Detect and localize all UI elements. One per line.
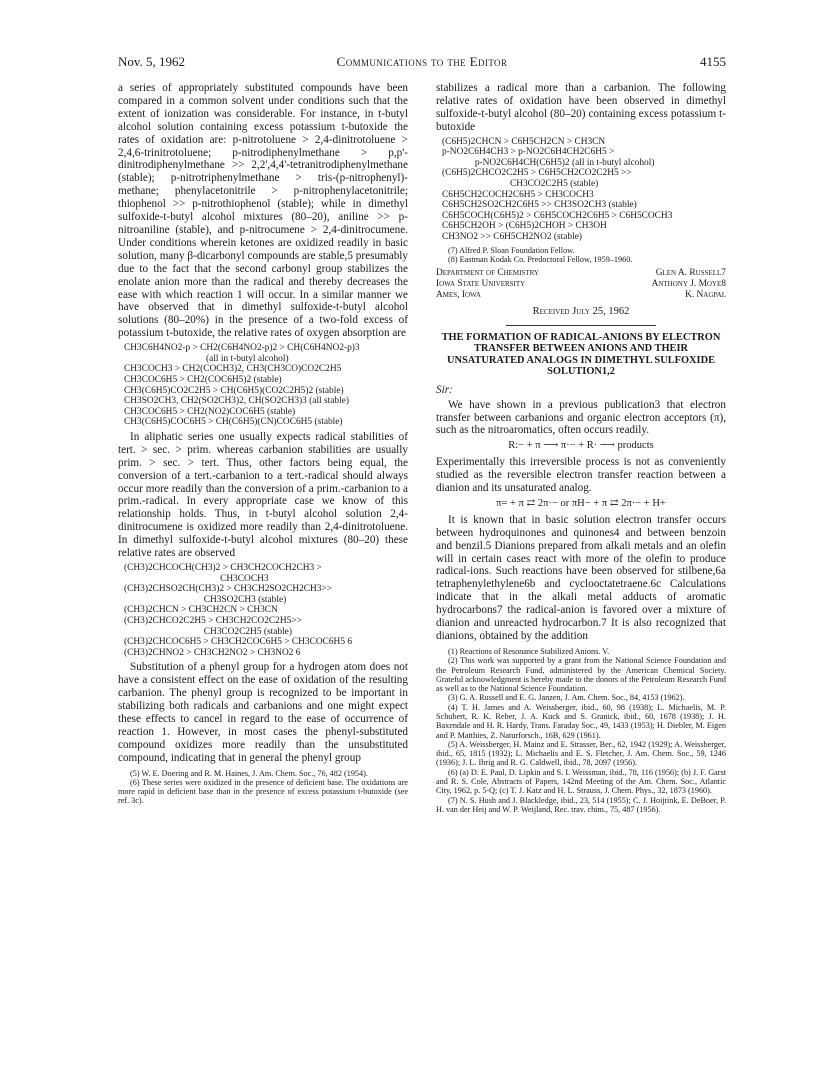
paragraph: a series of appropriately substituted compounds have been compared in a common solvent under conditions such that the extent of ionization was considerable. For instance, in t-butyl alcohol solution containing excess potassium t-butoxide the rates of oxidation are: p-nitrotoluene > 2,4-dinitrotoluene > 2,4,6-trinitrotoluene; p-nitrodiphenylmethane > p,p'-dinitrodiphenylmethane >> 2,2',4,4'-tetranitrodiphenylmethane (stable); p-nitrotriphenylmethane > tris-(p-nitrophenyl)-methane; phenylacetonitrile > p-nitrophenylacetonitrile; thiophenol >> p-nitrothiophenol (stable); while in dimethyl sulfoxide-t-butyl alcohol mixtures (80–20), aniline >> p-nitroaniline (stable), and p-nitrocumene > 2,4-dinitrocumene. Under conditions wherein ketones are oxidized readily in basic solution, many β-dicarbonyl compounds are stable,5 presumably due to the fact that the second carbonyl group stabilizes the enolate anion more than the radical and thereby decreases the ease with which reaction 1 will occur. In a similar manner we have observed that in dimethyl sulfoxide-t-butyl alcohol solutions (80–20%) in the presence of a two-fold excess of potassium t-butoxide, the relative rates of oxygen absorption are: [118, 82, 408, 340]
author-name: Anthony J. Moye8: [651, 278, 726, 289]
footnote: (5) A. Weissberger, H. Mainz and E. Strasser, Ber., 62, 1942 (1929); A. Weissberger, ibid., 65, 1815 (1932); L. Michaelis and E. S. Fletcher, J. Am. Chem. Soc., 59, 1246 (1936); J. L. Ihrig and R. G. Caldwell, ibid., 78, 2097 (1956).: [436, 739, 726, 768]
affiliation-left: [436, 268, 539, 300]
footnotes: [118, 769, 408, 806]
footnote: (4) T. H. James and A. Weissberger, ibid., 60, 98 (1938); L. Michaelis, M. P. Schubert, R. K. Reber, J. A. Kuck and S. Granick, ibid., 60, 1678 (1938); J. H. Baxendale and H. R. Hardy, Trans. Faraday Soc., 49, 1433 (1953); H. Diebler, M. Eigen and P. Matthies, Z. Naturforsch., 16B, 629 (1961).: [436, 702, 726, 740]
formula-block: CH3C6H4NO2-p > CH2(C6H4NO2-p)2 > CH(C6H4NO2-p)3 (all in t-butyl alcohol) CH3COCH3 > CH2(COCH3)2, CH3(CH3CO)CO2C2H5 CH3COC6H5 > CH2(COC6H5)2 (stable) CH3(C6H5)CO2C2H5 > CH(C6H5)(CO2C2H5)2 (stable) CH3SO2CH3, CH2(SO2CH3)2, CH(SO2CH3)3 (all stable) CH3COC6H5 > CH2(NO2)COC6H5 (stable) CH3(C6H5)COC6H5 > CH(C6H5)(CN)COC6H5 (stable): [124, 343, 360, 428]
formula-block: (C6H5)2CHCN > C6H5CH2CN > CH3CN p-NO2C6H4CH3 > p-NO2C6H4CH2C6H5 > p-NO2C6H4CH(C6H5)2 (all in t-butyl alcohol) (C6H5)2CHCO2C2H5 > C6H5CH2CO2C2H5 >> CH3CO2C2H5 (stable) C6H5CH2COCH2C6H5 > CH3COCH3 C6H5CH2SO2CH2C6H5 >> CH3SO2CH3 (stable) C6H5COCH(C6H5)2 > C6H5COCH2C6H5 > C6H5COCH3 C6H5CH2OH > (C6H5)2CHOH > CH3OH CH3NO2 >> C6H5CH2NO2 (stable): [442, 136, 673, 242]
author-name: K. Nagpal: [685, 289, 726, 300]
header-date: Nov. 5, 1962: [118, 54, 186, 69]
footnote: (6) These series were oxidized in the presence of deficient base. The oxidations are more rapid in deficient base than in the presence of excess potassium t-butoxide (see ref. 3c).: [118, 777, 408, 806]
paragraph: Substitution of a phenyl group for a hydrogen atom does not have a consistent effect on the ease of oxidation of the resulting carbanion. The phenyl group is recognized to be important in stabilizing both radicals and carbanions and one might expect these effects to cancel in regard to the ease of occurrence of reaction 1. However, in most cases the phenyl-substituted compound oxidizes more readily than the unsubstituted compound, indicating that in general the phenyl group: [118, 661, 408, 764]
left-column: [118, 82, 408, 806]
equation: π= + π ⇄ 2π·− or πH− + π ⇄ 2π·− + H+: [496, 497, 666, 509]
footnote: (7) Alfred P. Sloan Foundation Fellow.: [448, 245, 575, 255]
footnote: (5) W. E. Doering and R. M. Haines, J. Am. Chem. Soc., 76, 482 (1954).: [130, 768, 368, 778]
paragraph: Experimentally this irreversible process is not as conveniently studied as the reversible electron transfer reaction between a dianion and its unsaturated analog.: [436, 456, 726, 495]
department: Department of Chemistry: [436, 268, 539, 279]
paragraph: stabilizes a radical more than a carbanion. The following relative rates of oxidation have been observed in dimethyl sulfoxide-t-butyl alcohol (80–20) containing excess potassium t-butoxide: [436, 82, 726, 133]
header-section: Communications to the Editor: [336, 54, 508, 69]
salutation: Sir:: [436, 383, 453, 396]
paragraph: We have shown in a previous publication3 that electron transfer between carbanions and organic electron acceptors (π), such as the nitroaromatics, often occurs readily.: [436, 398, 726, 437]
university: Iowa State University: [436, 278, 526, 289]
footnote: (1) Reactions of Resonance Stabilized Anions. V.: [448, 646, 610, 656]
location: Ames, Iowa: [436, 289, 481, 300]
received-date: Received July 25, 1962: [532, 306, 630, 318]
header-page-number: 4155: [700, 54, 726, 69]
footnote: (8) Eastman Kodak Co. Predoctoral Fellow, 1959–1960.: [448, 254, 633, 264]
footnote: (6) (a) D. E. Paul, D. Lipkin and S. I. Weissman, ibid., 78, 116 (1956); (b) J. F. Garst and R. S. Cole, Abstracts of Papers, 142nd Meeting of the Am. Chem. Soc., Atlantic City, 1962, p. 5-Q; (c) T. J. Katz and H. L. Strauss, J. Chem. Phys., 32, 1873 (1960).: [436, 767, 726, 796]
formula-block: (CH3)2CHCOCH(CH3)2 > CH3CH2COCH2CH3 > CH3COCH3 (CH3)2CHSO2CH(CH3)2 > CH3CH2SO2CH2CH3>> CH3SO2CH3 (stable) (CH3)2CHCN > CH3CH2CN > CH3CN (CH3)2CHCO2C2H5 > CH3CH2CO2C2H5>> CH3CO2C2H5 (stable) (CH3)2CHCOC6H5 > CH3CH2COC6H5 > CH3COC6H5 6 (CH3)2CHNO2 > CH3CH2NO2 > CH3NO2 6: [124, 562, 353, 658]
author-affiliation: [436, 268, 726, 302]
footnotes: [436, 647, 726, 814]
author-name: Glen A. Russell7: [655, 268, 726, 279]
footnote: (2) This work was supported by a grant from the National Science Foundation and the Petroleum Research Fund, administered by the American Chemical Society. Grateful acknowledgment is hereby made to the donors of the Petroleum Research Fund as well as to the National Science Foundation.: [436, 656, 726, 694]
right-column: [436, 82, 726, 814]
paragraph: In aliphatic series one usually expects radical stabilities of tert. > sec. > prim. whereas carbanion stabilities are usually prim. > sec. > tert. Thus, other factors being equal, the conversion of a tert.-carbanion to a tert.-radical should always occur more readily than the conversion of a prim.-carbanion to a prim.-radical. In every appropriate case we know of this relationship holds. Thus, in t-butyl alcohol solution 2,4-dinitrocumene is oxidized more readily than 2,4-dinitrotoluene. In dimethyl sulfoxide-t-butyl alcohol mixtures (80–20) these relative rates are observed: [118, 430, 408, 560]
footnote: (7) N. S. Hush and J. Blackledge, ibid., 23, 514 (1955); C. J. Hoijtink, E. DeBoer, P. H. van der Heij and W. P. Weijland, Rec. trav. chim., 75, 487 (1956).: [436, 795, 726, 814]
affiliation-right: [652, 268, 726, 300]
article-title: THE FORMATION OF RADICAL-ANIONS BY ELECTRON TRANSFER BETWEEN ANIONS AND THEIR UNSATURATED ANALOGS IN DIMETHYL SULFOXIDE SOLUTION1,2: [441, 332, 721, 378]
divider: [506, 325, 656, 326]
equation: R:− + π ⟶ π·− + R· ⟶ products: [508, 440, 654, 452]
page-header: [118, 54, 726, 72]
footnote: (3) G. A. Russell and E. G. Janzen, J. Am. Chem. Soc., 84, 4153 (1962).: [448, 693, 685, 703]
paragraph: It is known that in basic solution electron transfer occurs between hydroquinones and quinones4 and between benzoin and benzil.5 Dianions prepared from alkali metals and an olefin will in certain cases react with more of the olefin to produce radical-ions. Such reactions have been observed for stilbene,6a tetraphenylethylene6b and cyclooctatetraene.6c Calculations indicate that in the alkali metal adducts of aromatic hydrocarbons7 the radical-anion is favored over a mixture of dianion and unreacted hydrocarbon.7 It is also recognized that dianions, obtained by the addition: [436, 513, 726, 642]
